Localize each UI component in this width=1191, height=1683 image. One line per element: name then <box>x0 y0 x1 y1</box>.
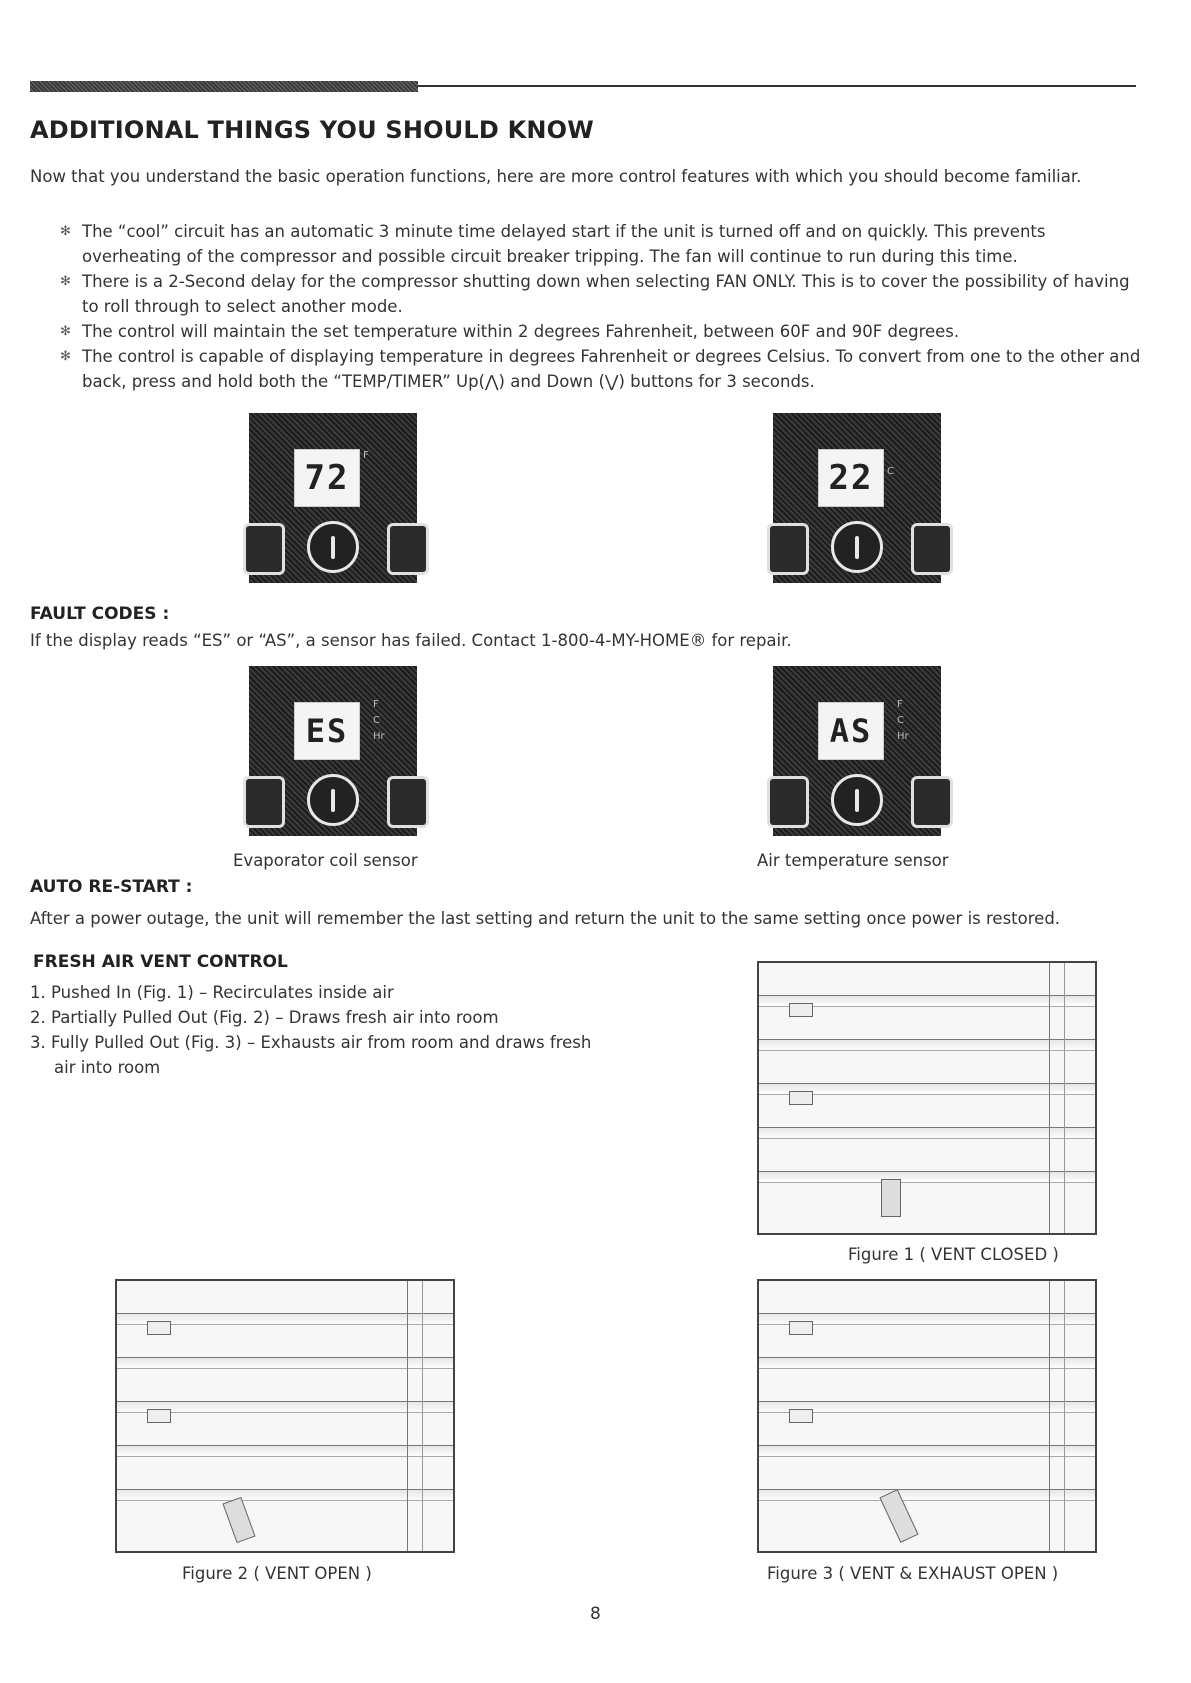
caption-es: Evaporator coil sensor <box>233 851 418 870</box>
bullet-text: The control will maintain the set temperature within 2 degrees Fahrenheit, between 60F and 90F degrees. <box>82 322 960 341</box>
unit-label: F <box>363 450 369 461</box>
bullet-text: There is a 2-Second delay for the compressor shutting down when selecting FAN ONLY. This is to cover the possibility of having to roll through to select another mode. <box>82 272 1130 316</box>
bullet-text: The control is capable of displaying temperature in degrees Fahrenheit or degrees Celsius. To convert from one to the other and back, press and hold both the “TEMP/TIMER” Up(⋀) and Down (⋁) buttons for 3 seconds. <box>82 347 1141 391</box>
intro-paragraph: Now that you understand the basic operation functions, here are more control features with which you should become familiar. <box>30 167 1082 186</box>
figure-2-vent-open <box>115 1279 455 1553</box>
down-button[interactable] <box>243 776 285 828</box>
power-icon[interactable] <box>831 774 883 826</box>
unit-label: F <box>897 699 903 710</box>
control-panel-fahrenheit <box>249 413 417 583</box>
control-panel-es <box>249 666 417 836</box>
figure-3-vent-exhaust-open <box>757 1279 1097 1553</box>
figure-2-caption: Figure 2 ( VENT OPEN ) <box>182 1564 372 1583</box>
unit-label: Hr <box>373 731 385 742</box>
power-icon[interactable] <box>831 521 883 573</box>
unit-label: C <box>897 715 904 726</box>
asterisk-icon: ✻ <box>60 349 71 364</box>
power-icon[interactable] <box>307 521 359 573</box>
unit-label: C <box>887 466 894 477</box>
control-panel-celsius <box>773 413 941 583</box>
fresh-air-item: 3. Fully Pulled Out (Fig. 3) – Exhausts air from room and draws fresh <box>30 1033 592 1052</box>
down-button[interactable] <box>767 776 809 828</box>
page-number: 8 <box>590 1604 601 1624</box>
unit-label: F <box>373 699 379 710</box>
power-icon[interactable] <box>307 774 359 826</box>
figure-1-vent-closed <box>757 961 1097 1235</box>
up-button[interactable] <box>911 523 953 575</box>
fresh-air-heading: FRESH AIR VENT CONTROL <box>33 952 288 972</box>
bullet-item <box>30 269 1142 319</box>
asterisk-icon: ✻ <box>60 224 71 239</box>
bullet-item <box>30 344 1142 394</box>
bullet-text: The “cool” circuit has an automatic 3 minute time delayed start if the unit is turned off and on quickly. This prevents overheating of the compressor and possible circuit breaker tripping. The fan will continue to run during this time. <box>82 222 1046 266</box>
fault-codes-text: If the display reads “ES” or “AS”, a sensor has failed. Contact 1-800-4-MY-HOME® for repair. <box>30 631 792 650</box>
asterisk-icon: ✻ <box>60 324 71 339</box>
control-panel-as <box>773 666 941 836</box>
down-button[interactable] <box>243 523 285 575</box>
fresh-air-item: air into room <box>54 1058 161 1077</box>
auto-restart-text: After a power outage, the unit will remember the last setting and return the unit to the same setting once power is restored. <box>30 909 1061 928</box>
header-rule-dark <box>30 81 418 92</box>
header-rule-line <box>418 85 1136 87</box>
temperature-display: 22 <box>818 449 884 507</box>
bullet-item <box>30 319 1142 344</box>
fault-code-display: AS <box>818 702 884 760</box>
bullet-item <box>30 219 1142 269</box>
unit-label: C <box>373 715 380 726</box>
up-button[interactable] <box>387 523 429 575</box>
down-button[interactable] <box>767 523 809 575</box>
auto-restart-heading: AUTO RE-START : <box>30 877 193 897</box>
asterisk-icon: ✻ <box>60 274 71 289</box>
up-button[interactable] <box>911 776 953 828</box>
fresh-air-item: 2. Partially Pulled Out (Fig. 2) – Draws fresh air into room <box>30 1008 499 1027</box>
page-title: ADDITIONAL THINGS YOU SHOULD KNOW <box>30 116 594 144</box>
up-button[interactable] <box>387 776 429 828</box>
caption-as: Air temperature sensor <box>757 851 949 870</box>
unit-label: Hr <box>897 731 909 742</box>
figure-3-caption: Figure 3 ( VENT & EXHAUST OPEN ) <box>767 1564 1059 1583</box>
fault-codes-heading: FAULT CODES : <box>30 604 170 624</box>
fresh-air-item: 1. Pushed In (Fig. 1) – Recirculates inside air <box>30 983 394 1002</box>
figure-1-caption: Figure 1 ( VENT CLOSED ) <box>848 1245 1059 1264</box>
fault-code-display: ES <box>294 702 360 760</box>
temperature-display: 72 <box>294 449 360 507</box>
